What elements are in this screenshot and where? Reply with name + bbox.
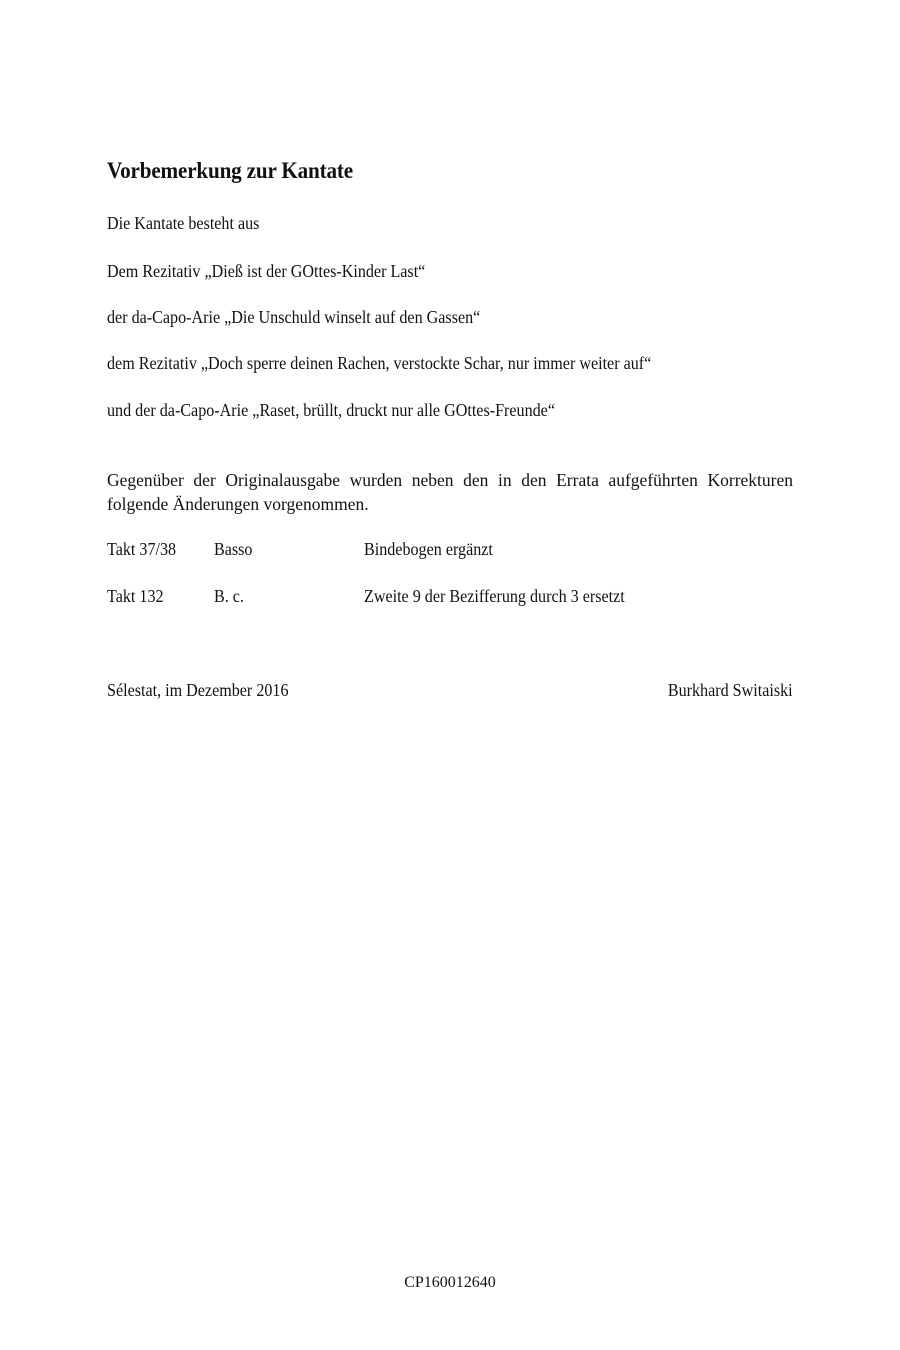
change-description: Zweite 9 der Bezifferung durch 3 ersetzt xyxy=(364,586,625,606)
change-row xyxy=(107,539,793,563)
change-takt: Takt 132 xyxy=(107,586,164,606)
change-description: Bindebogen ergänzt xyxy=(364,539,493,559)
place-date: Sélestat, im Dezember 2016 xyxy=(107,680,289,700)
change-part: Basso xyxy=(214,539,253,559)
change-part: B. c. xyxy=(214,586,244,606)
catalog-number: CP160012640 xyxy=(404,1274,496,1291)
change-takt: Takt 37/38 xyxy=(107,539,177,559)
author-name: Burkhard Switaiski xyxy=(668,680,793,700)
movement-4: und der da-Capo-Arie „Raset, brüllt, druckt nur alle GOttes-Freunde“ xyxy=(107,400,555,420)
movement-1: Dem Rezitativ „Dieß ist der GOttes-Kinder Last“ xyxy=(107,261,426,281)
page-title: Vorbemerkung zur Kantate xyxy=(107,158,353,183)
movement-2: der da-Capo-Arie „Die Unschuld winselt auf den Gassen“ xyxy=(107,307,481,327)
change-row xyxy=(107,586,793,610)
intro-text: Die Kantate besteht aus xyxy=(107,213,260,233)
changes-intro-paragraph: Gegenüber der Originalausgabe wurden neben den in den Errata aufgeführten Korrekturen folgende Änderungen vorgenommen. xyxy=(107,470,793,514)
movement-3: dem Rezitativ „Doch sperre deinen Rachen, verstockte Schar, nur immer weiter auf“ xyxy=(107,353,652,373)
